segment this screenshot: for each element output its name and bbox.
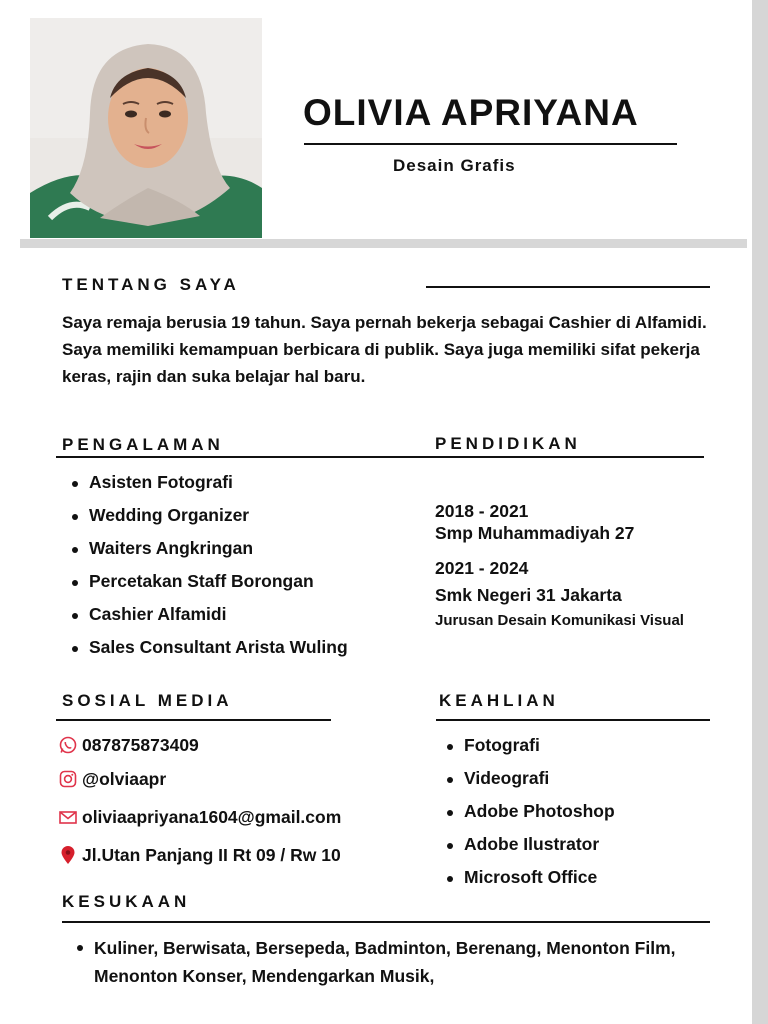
- phone-number[interactable]: 087875873409: [82, 735, 199, 755]
- list-item: Microsoft Office: [437, 867, 615, 900]
- candidate-role: Desain Grafis: [393, 156, 516, 175]
- list-item: Cashier Alfamidi: [62, 604, 348, 637]
- mail-icon: [58, 807, 78, 827]
- instagram-icon: [58, 769, 78, 789]
- location-pin-icon: [58, 845, 78, 865]
- header-divider-bar: [20, 239, 747, 248]
- name-underline: [304, 143, 677, 145]
- instagram-handle[interactable]: @olviaapr: [82, 769, 167, 789]
- candidate-name: OLIVIA APRIYANA: [303, 92, 639, 133]
- list-item: Fotografi: [437, 735, 615, 768]
- hobbies-heading: KESUKAAN: [62, 892, 191, 911]
- education-school: Smp Muhammadiyah 27: [435, 523, 635, 543]
- contact-address: [58, 845, 341, 866]
- home-address: Jl.Utan Panjang II Rt 09 / Rw 10: [82, 845, 341, 865]
- profile-photo: [30, 18, 262, 238]
- page-edge-strip: [752, 0, 768, 1024]
- list-item: Sales Consultant Arista Wuling: [62, 637, 348, 670]
- email-address[interactable]: oliviaapriyana1604@gmail.com: [82, 807, 342, 827]
- list-item: Waiters Angkringan: [62, 538, 348, 571]
- education-heading: PENDIDIKAN: [435, 434, 581, 453]
- skills-heading: KEAHLIAN: [439, 691, 559, 710]
- skills-list: [437, 735, 615, 900]
- whatsapp-icon: [58, 735, 78, 755]
- hobbies-rule: [62, 921, 710, 923]
- hobbies-list: [68, 934, 688, 990]
- list-item: Videografi: [437, 768, 615, 801]
- social-heading: SOSIAL MEDIA: [62, 691, 233, 710]
- education-major: Jurusan Desain Komunikasi Visual: [435, 612, 684, 629]
- education-years: 2018 - 2021: [435, 501, 529, 521]
- list-item: Wedding Organizer: [62, 505, 348, 538]
- list-item: Kuliner, Berwisata, Bersepeda, Badminton, Berenang, Menonton Film, Menonton Konser, Mendengarkan Musik,: [68, 934, 688, 990]
- contact-phone: [58, 735, 199, 756]
- about-text: Saya remaja berusia 19 tahun. Saya pernah bekerja sebagai Cashier di Alfamidi. Saya memiliki kemampuan berbicara di publik. Saya juga memiliki sifat pekerja keras, rajin dan suka belajar hal baru.: [62, 313, 707, 386]
- list-item: Adobe Ilustrator: [437, 834, 615, 867]
- list-item: Percetakan Staff Borongan: [62, 571, 348, 604]
- social-rule: [56, 719, 331, 721]
- contact-email: [58, 807, 341, 828]
- about-rule: [426, 286, 710, 288]
- about-heading: TENTANG SAYA: [62, 275, 240, 294]
- skills-rule: [436, 719, 710, 721]
- list-item: Adobe Photoshop: [437, 801, 615, 834]
- contact-instagram: [58, 769, 166, 790]
- education-school: Smk Negeri 31 Jakarta: [435, 585, 622, 605]
- list-item: Asisten Fotografi: [62, 472, 348, 505]
- experience-list: [62, 472, 348, 670]
- experience-heading: PENGALAMAN: [62, 435, 224, 454]
- experience-education-rule: [56, 456, 704, 458]
- education-years: 2021 - 2024: [435, 558, 529, 578]
